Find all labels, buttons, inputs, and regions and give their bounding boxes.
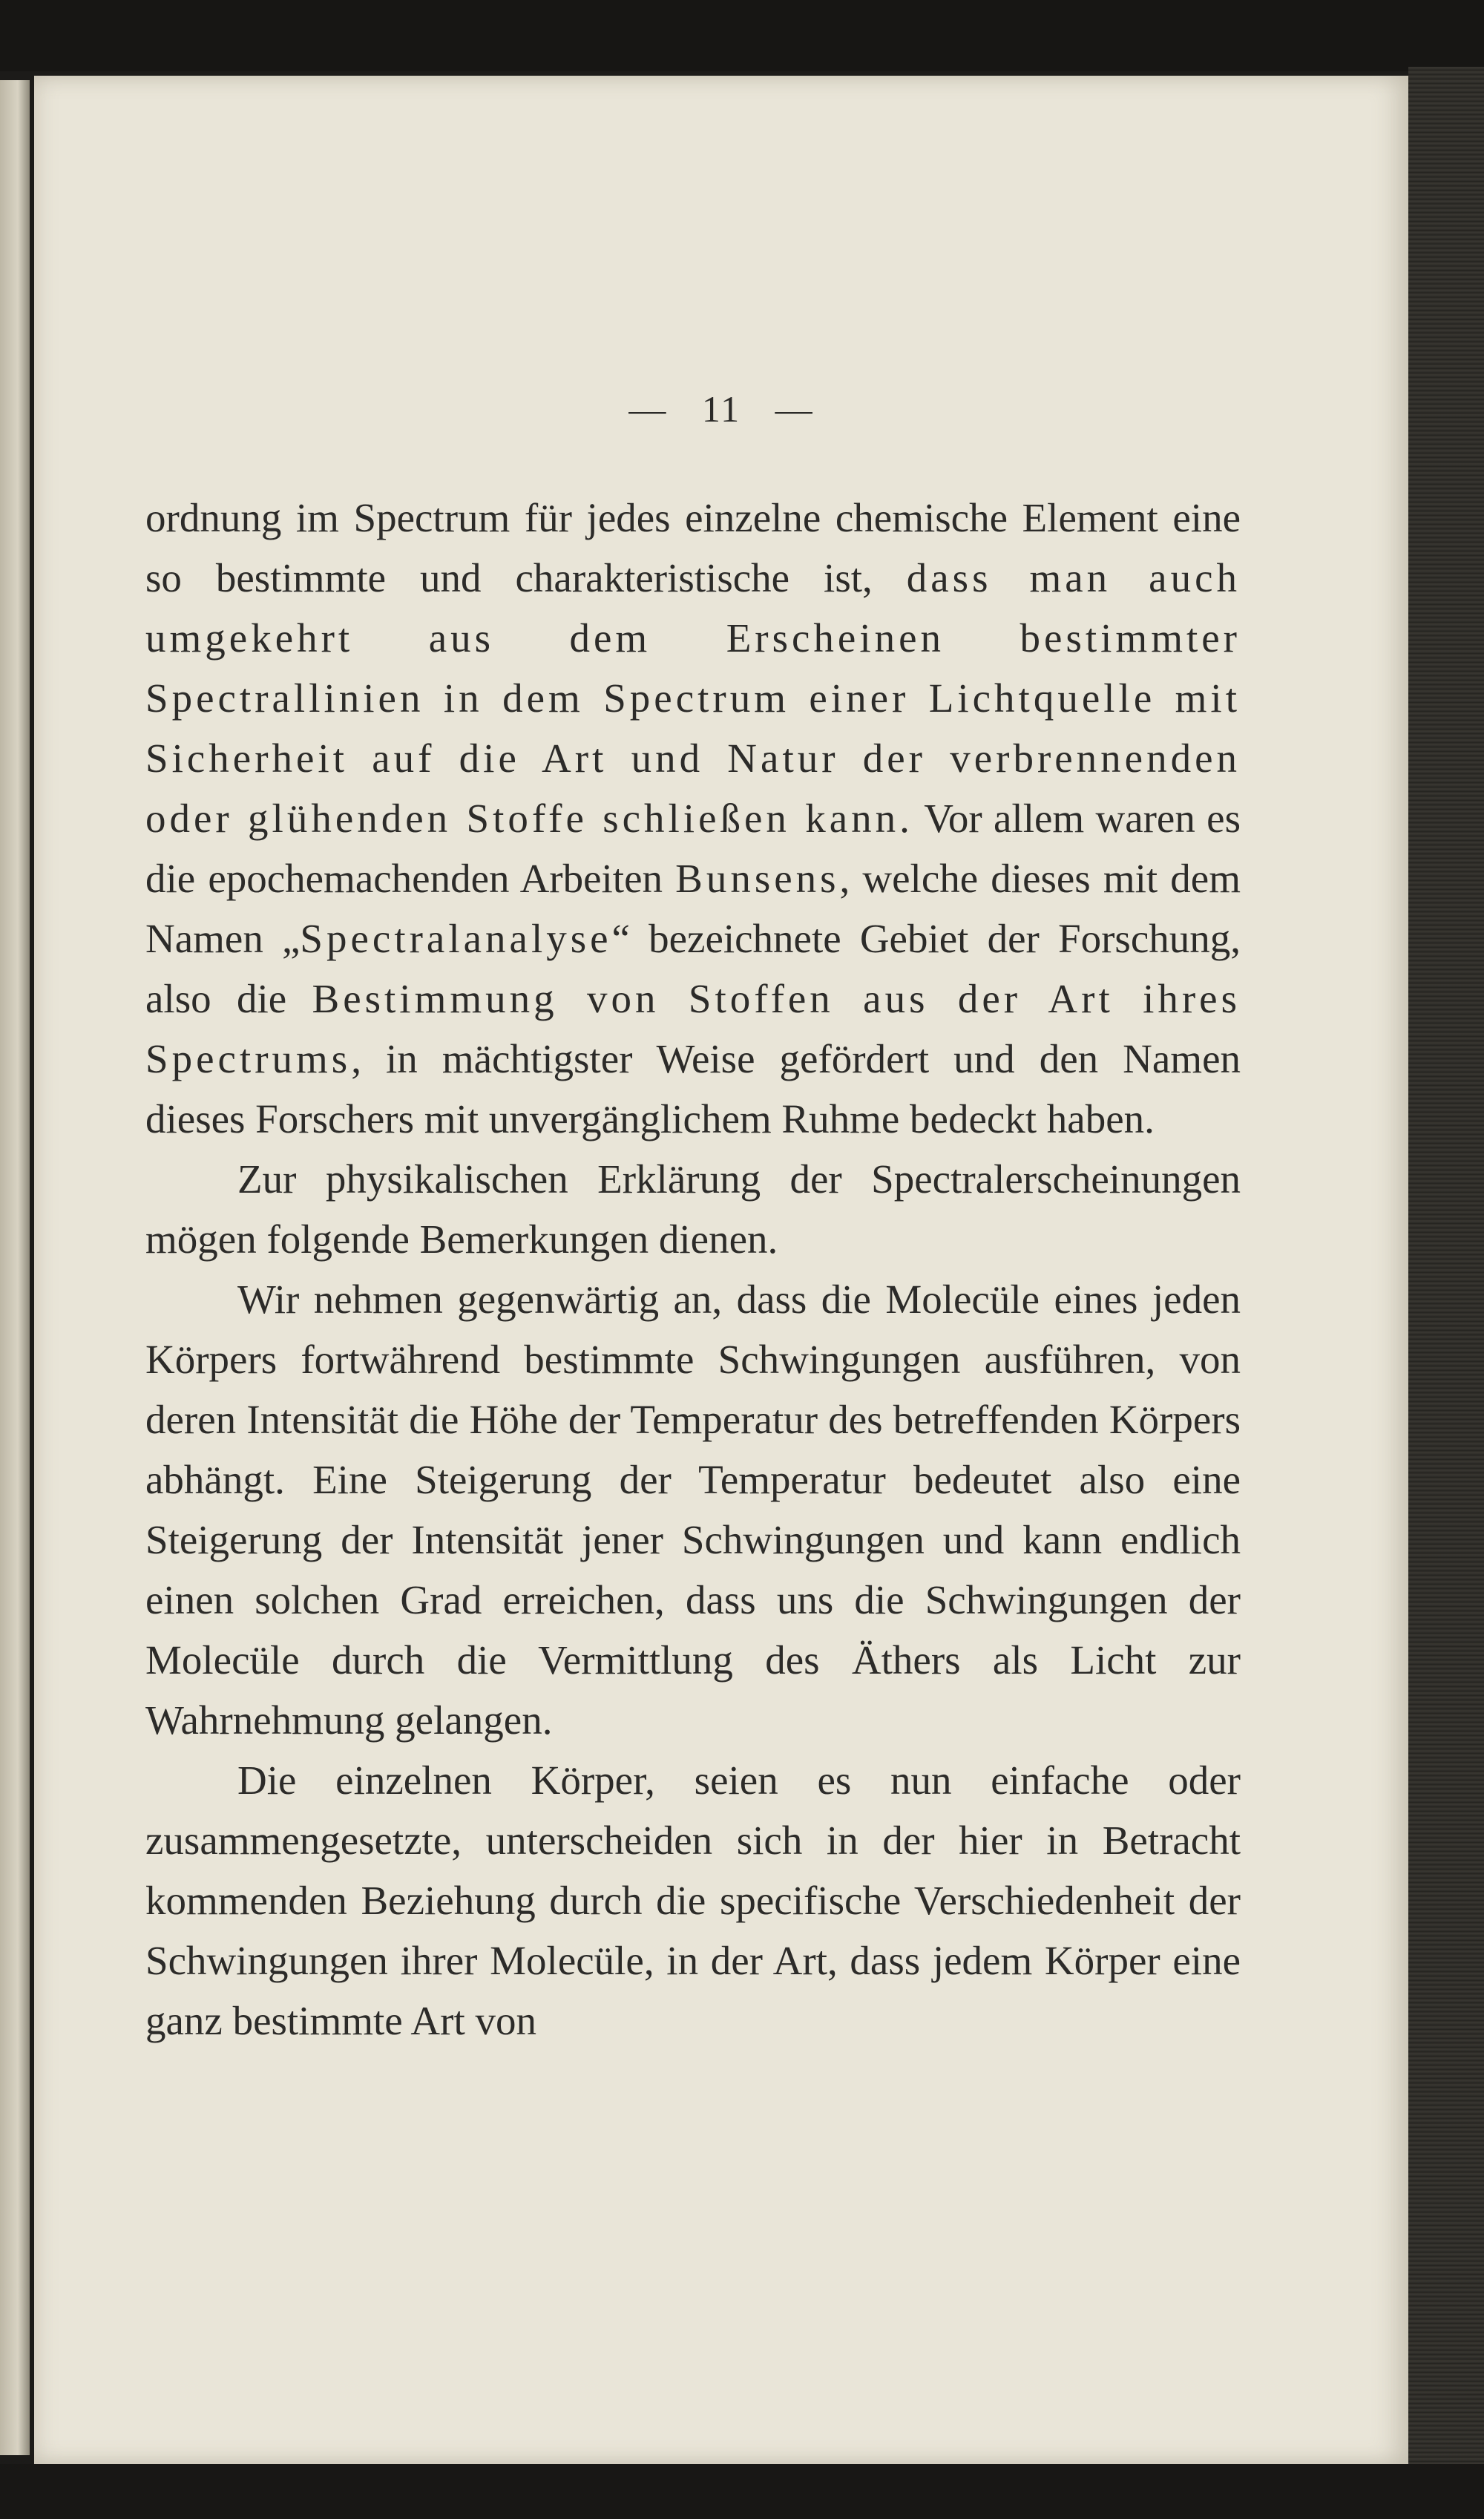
spaced-text-segment: Spectralanalyse <box>300 916 612 961</box>
paragraph <box>145 1750 1241 2051</box>
body-text <box>145 488 1241 2051</box>
page-header <box>34 387 1408 430</box>
paragraph <box>145 1149 1241 1269</box>
text-segment: “ bezeichnete Gebiet der Forschung, also die <box>145 916 1241 1021</box>
text-segment: Wir nehmen gegenwärtig an, dass die Molecüle eines jeden Körpers fortwährend bestimmte Schwingungen ausführen, von deren Intensität die Höhe der Temperatur des betreffenden Körpers abhängt. Eine Steigerung der Temperatur bedeutet also eine Steigerung der Intensität jener Schwingungen und kann endlich einen solchen Grad erreichen, dass uns die Schwingungen der Molecüle durch die Vermittlung des Äthers als Licht zur Wahrnehmung gelangen. <box>145 1277 1241 1743</box>
text-segment: ordnung im Spectrum für jedes einzelne chemische Element eine so bestimmte und charakteristische ist, <box>145 495 1241 600</box>
text-segment: Die einzelnen Körper, seien es nun einfache oder zusammengesetzte, unterscheiden sich in der hier in Betracht kommenden Beziehung durch die specifische Verschiedenheit der Schwingungen ihrer Molecüle, in der Art, dass jedem Körper eine ganz bestimmte Art von <box>145 1758 1241 2043</box>
paragraph <box>145 1269 1241 1750</box>
text-segment: Vor allem waren es die epochemachenden Arbeiten <box>145 796 1241 901</box>
header-dash-left: — <box>628 388 668 430</box>
spaced-text-segment: Bestimmung von Stoffen aus der Art ihres Spectrums <box>145 976 1241 1081</box>
spaced-text-segment: dass man auch umgekehrt aus dem Erscheinen bestimmter Spectrallinien in dem Spectrum einer Lichtquelle mit Sicherheit auf die Art und Natur der verbrennenden oder glühenden Stoffe schließen kann. <box>145 555 1241 841</box>
book-cover-bottom-edge <box>0 2464 1484 2519</box>
book-cover-top-edge <box>0 0 1484 71</box>
paper-page <box>34 76 1408 2464</box>
paragraph <box>145 488 1241 1149</box>
text-segment: , in mächtigster Weise gefördert und den Namen dieses Forschers mit unvergänglichem Ruhme bedeckt haben. <box>145 1036 1241 1141</box>
book-spine-edge <box>1408 67 1484 2479</box>
text-segment: , welche dieses mit dem Namen „ <box>145 856 1241 961</box>
text-segment: Zur physikalischen Erklärung der Spectralerscheinungen mögen folgende Bemerkungen dienen. <box>145 1156 1241 1262</box>
left-page-edge <box>0 80 30 2455</box>
spaced-text-segment: Bunsens <box>675 856 840 901</box>
header-dash-right: — <box>775 388 814 430</box>
page-number: 11 <box>701 388 741 430</box>
